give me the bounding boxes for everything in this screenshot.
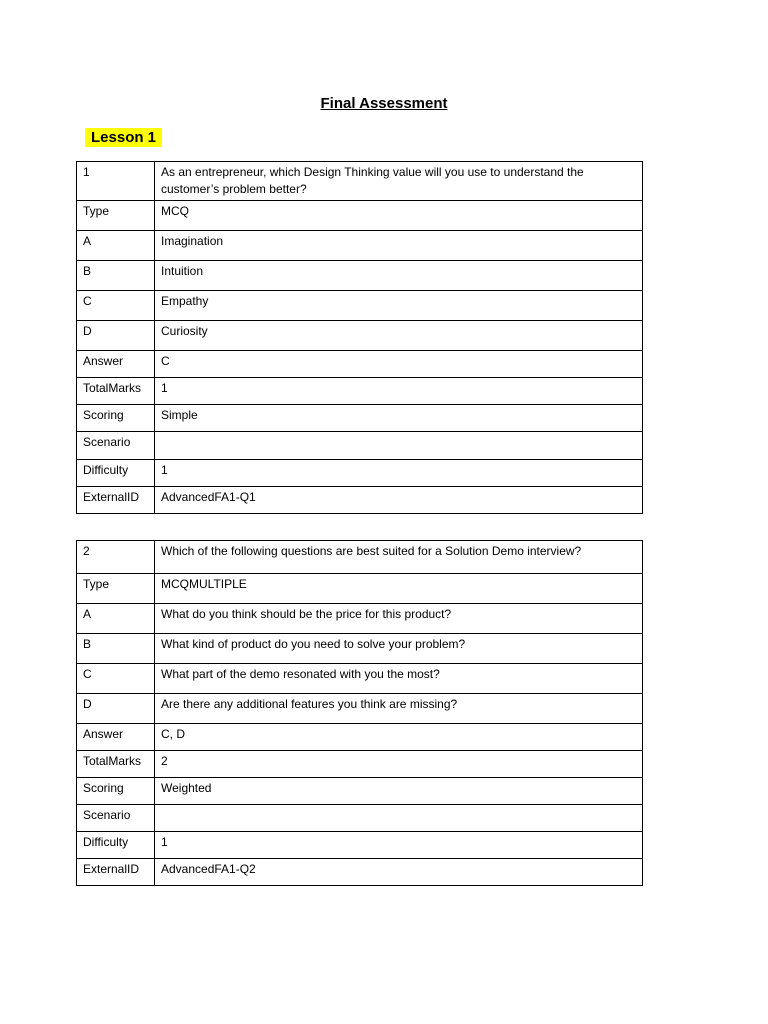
- field-label: Difficulty: [77, 460, 155, 487]
- table-row: [77, 460, 643, 487]
- table-row: [77, 805, 643, 832]
- question-number: 1: [77, 162, 155, 201]
- table-row: [77, 201, 643, 231]
- table-row: [77, 261, 643, 291]
- field-value: [155, 805, 643, 832]
- field-value: Imagination: [155, 231, 643, 261]
- field-label: D: [77, 694, 155, 724]
- question-number: 2: [77, 541, 155, 574]
- field-value: C, D: [155, 724, 643, 751]
- field-label: Type: [77, 574, 155, 604]
- field-value: Simple: [155, 405, 643, 432]
- field-value: What kind of product do you need to solve your problem?: [155, 634, 643, 664]
- field-label: C: [77, 664, 155, 694]
- field-value: What part of the demo resonated with you the most?: [155, 664, 643, 694]
- field-value: Are there any additional features you think are missing?: [155, 694, 643, 724]
- field-label: Type: [77, 201, 155, 231]
- question-table-1: [76, 161, 643, 514]
- field-value: [155, 432, 643, 460]
- table-row: [77, 351, 643, 378]
- field-label: ExternalID: [77, 859, 155, 886]
- field-label: ExternalID: [77, 487, 155, 514]
- field-value: Curiosity: [155, 321, 643, 351]
- table-row: [77, 832, 643, 859]
- lesson-heading: Lesson 1: [85, 128, 162, 147]
- table-row: [77, 378, 643, 405]
- field-value: What do you think should be the price for this product?: [155, 604, 643, 634]
- field-label: C: [77, 291, 155, 321]
- table-row: [77, 291, 643, 321]
- table-row: [77, 231, 643, 261]
- field-value: Empathy: [155, 291, 643, 321]
- field-value: AdvancedFA1-Q2: [155, 859, 643, 886]
- table-row: [77, 321, 643, 351]
- field-label: Scoring: [77, 778, 155, 805]
- table-row: [77, 751, 643, 778]
- field-value: 1: [155, 460, 643, 487]
- field-value: 2: [155, 751, 643, 778]
- field-label: Scenario: [77, 432, 155, 460]
- field-label: D: [77, 321, 155, 351]
- table-row: [77, 694, 643, 724]
- field-label: Answer: [77, 724, 155, 751]
- field-label: Answer: [77, 351, 155, 378]
- table-row: [77, 604, 643, 634]
- table-row: [77, 778, 643, 805]
- field-label: Scoring: [77, 405, 155, 432]
- table-row: [77, 634, 643, 664]
- table-row: [77, 541, 643, 574]
- table-row: [77, 162, 643, 201]
- question-text: Which of the following questions are best suited for a Solution Demo interview?: [155, 541, 643, 574]
- field-label: Scenario: [77, 805, 155, 832]
- field-label: A: [77, 604, 155, 634]
- field-value: Weighted: [155, 778, 643, 805]
- table-row: [77, 432, 643, 460]
- field-label: TotalMarks: [77, 751, 155, 778]
- field-label: A: [77, 231, 155, 261]
- field-value: MCQ: [155, 201, 643, 231]
- table-row: [77, 664, 643, 694]
- field-label: B: [77, 634, 155, 664]
- page-title: Final Assessment: [320, 95, 448, 112]
- field-value: Intuition: [155, 261, 643, 291]
- field-value: 1: [155, 832, 643, 859]
- field-label: TotalMarks: [77, 378, 155, 405]
- table-row: [77, 859, 643, 886]
- table-row: [77, 574, 643, 604]
- table-row: [77, 724, 643, 751]
- field-value: 1: [155, 378, 643, 405]
- field-label: B: [77, 261, 155, 291]
- question-table-2: [76, 540, 643, 886]
- field-label: Difficulty: [77, 832, 155, 859]
- field-value: AdvancedFA1-Q1: [155, 487, 643, 514]
- field-value: C: [155, 351, 643, 378]
- table-row: [77, 487, 643, 514]
- table-row: [77, 405, 643, 432]
- question-text: As an entrepreneur, which Design Thinking value will you use to understand the customer’s problem better?: [155, 162, 643, 201]
- field-value: MCQMULTIPLE: [155, 574, 643, 604]
